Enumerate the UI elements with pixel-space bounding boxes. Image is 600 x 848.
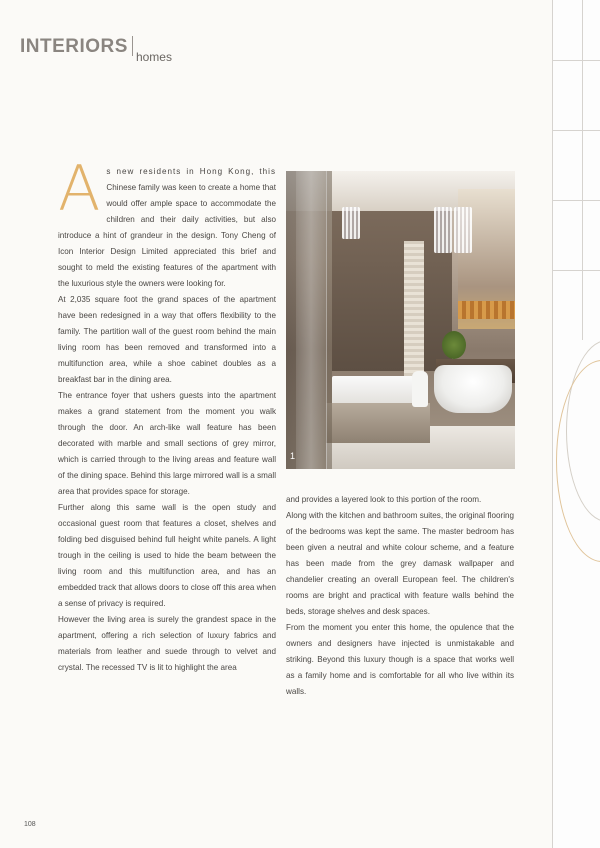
page-number: 108: [24, 821, 36, 828]
photo-toilet: [412, 371, 428, 407]
photo-basin: [434, 365, 512, 413]
drop-cap: A: [58, 152, 101, 225]
tile-line: [582, 0, 583, 340]
photo-chandelier: [454, 207, 472, 253]
photo-mosaic-panel: [404, 241, 424, 391]
lead-paragraph: [58, 152, 276, 292]
tile-line: [552, 60, 600, 61]
body-paragraph: From the moment you enter this home, the opulence that the owners and designers have injected is unmistakable and striking. Beyond this luxury though is a space that works well as a family home and is comfortable for all who live within its walls.: [286, 623, 514, 696]
photo-glass-panel: [296, 171, 327, 469]
article-column-left: [58, 152, 276, 676]
tile-line: [552, 200, 600, 201]
article-column-right: [286, 492, 514, 700]
bathroom-photo: [286, 171, 515, 469]
section-label: homes: [135, 50, 172, 64]
tile-line: [552, 270, 600, 271]
tile-line: [552, 0, 553, 848]
lead-text: Chinese family was keen to create a home that would offer ample space to accommodate the children and their daily activities, but also introduce a hint of grandeur in the design. Tony Cheng of Icon Interior Design Limited appreciated this brief and sought to meld the existing features of the apartment with the luxurious style the owners were looking for.: [58, 183, 276, 288]
lead-first-line: s new residents in Hong Kong, this: [106, 167, 276, 176]
header-divider: [132, 36, 133, 56]
body-paragraph: and provides a layered look to this portion of the room.: [286, 495, 482, 504]
body-paragraph: Along with the kitchen and bathroom suites, the original flooring of the bedrooms was kept the same. The master bedroom has been given a neutral and white colour scheme, and a feature has been made from the grey damask wallpaper and chandelier creating an overall European feel. The children's rooms are bright and practical with feature walls behind the beds, storage shelves and desk spaces.: [286, 511, 514, 616]
page-header: [20, 36, 172, 64]
photo-bathtub-front: [326, 403, 430, 443]
body-paragraph: The entrance foyer that ushers guests into the apartment makes a grand statement from the moment you walk through the door. An arch-like wall feature has been decorated with marble and small sections of grey mirror, which is carried through to the living areas and feature wall of the dining space. Behind this large mirrored wall is a small area that provides space for storage.: [58, 391, 276, 496]
photo-mosaic-strip: [458, 301, 515, 319]
body-paragraph: At 2,035 square foot the grand spaces of the apartment have been redesigned in a way that offers flexibility to the family. The partition wall of the guest room behind the main living room has been removed and transformed into a multifunction area, while a shoe cabinet doubles as a breakfast bar in the dining area.: [58, 295, 276, 384]
photo-plant: [442, 331, 466, 359]
body-paragraph: Further along this same wall is the open study and occasional guest room that features a closet, shelves and folding bed disguised behind full height white panels. A light trough in the ceiling is used to hide the beam between the living room and this multifunction area, and has an embedded track that allows doors to close off this area when a sense of privacy is required.: [58, 503, 276, 608]
body-paragraph: However the living area is surely the grandest space in the apartment, offering a rich selection of luxury fabrics and materials from leather and suede through to velvet and crystal. The recessed TV is lit to highlight the area: [58, 615, 276, 672]
magazine-section-brand: INTERIORS: [20, 36, 128, 57]
photo-caption-number: 1: [290, 451, 296, 461]
tile-line: [552, 130, 600, 131]
photo-chandelier-reflection: [342, 207, 360, 239]
photo-chandelier: [434, 207, 452, 253]
